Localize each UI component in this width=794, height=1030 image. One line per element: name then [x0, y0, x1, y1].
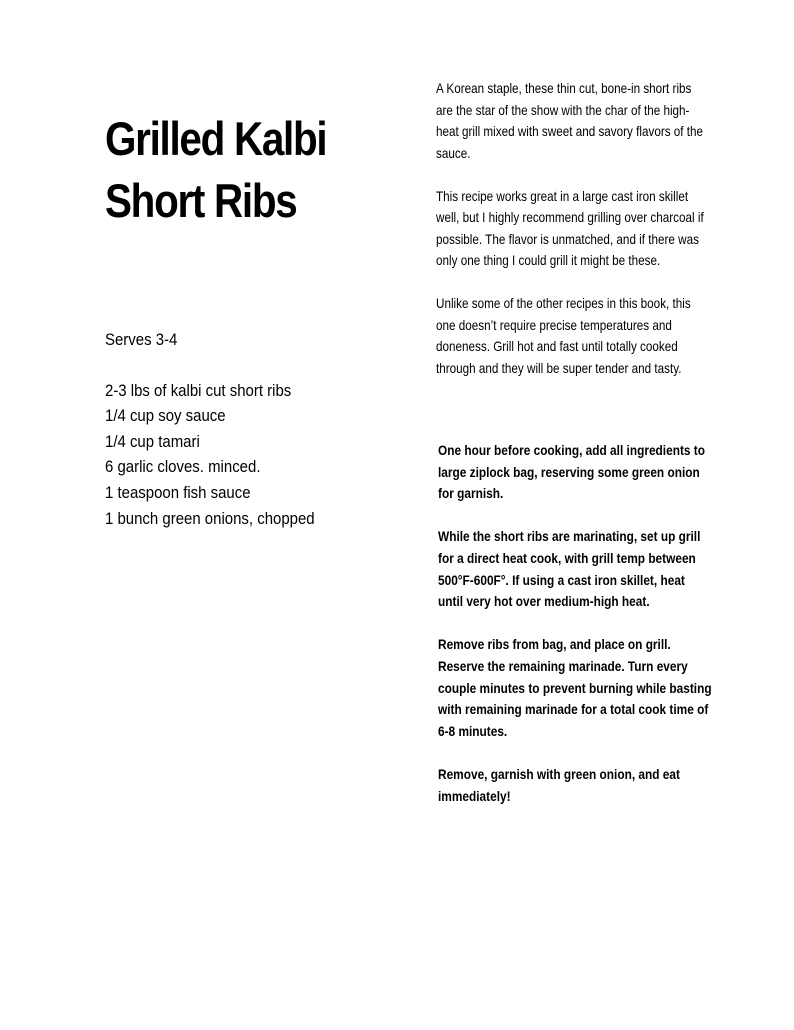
instructions-section: [438, 440, 713, 829]
ingredient-item: 1 bunch green onions, chopped: [105, 508, 315, 528]
instruction-step: While the short ribs are marinating, set up grill for a direct heat cook, with grill temp between 500°F-600F°. If using a cast iron skillet, heat until very hot over medium-high heat.: [438, 529, 701, 610]
ingredient-item: 1/4 cup tamari: [105, 431, 200, 451]
ingredient-item: 1/4 cup soy sauce: [105, 406, 226, 426]
instruction-step: One hour before cooking, add all ingredients to large ziplock bag, reserving some green onion for garnish.: [438, 443, 706, 502]
ingredient-item: 1 teaspoon fish sauce: [105, 482, 251, 502]
serves-text: Serves 3-4: [105, 330, 178, 349]
ingredient-list: [105, 378, 360, 532]
intro-paragraph: This recipe works great in a large cast iron skillet well, but I highly recommend grilling over charcoal if possible. The flavor is unmatched, and if there was only one thing I could grill it might be these.: [436, 188, 704, 268]
intro-section: [436, 78, 711, 401]
intro-paragraph: A Korean staple, these thin cut, bone-in short ribs are the star of the show with the char of the high-heat grill mixed with sweet and savory flavors of the sauce.: [436, 81, 704, 161]
intro-paragraph: Unlike some of the other recipes in this book, this one doesn’t require precise temperatures and doneness. Grill hot and fast until totally cooked through and they will be super tender and tasty.: [436, 296, 691, 376]
title-line-1: Grilled Kalbi: [105, 112, 327, 165]
page-title: [105, 108, 363, 232]
ingredient-item: 6 garlic cloves. minced.: [105, 457, 261, 477]
ingredient-item: 2-3 lbs of kalbi cut short ribs: [105, 380, 292, 400]
title-line-2: Short Ribs: [105, 174, 297, 227]
instruction-step: Remove ribs from bag, and place on grill. Reserve the remaining marinade. Turn every couple minutes to prevent burning while basting with remaining marinade for a total cook time of 6-8 minutes.: [438, 637, 712, 739]
ingredients-section: [105, 327, 360, 531]
instruction-step: Remove, garnish with green onion, and eat immediately!: [438, 766, 680, 804]
